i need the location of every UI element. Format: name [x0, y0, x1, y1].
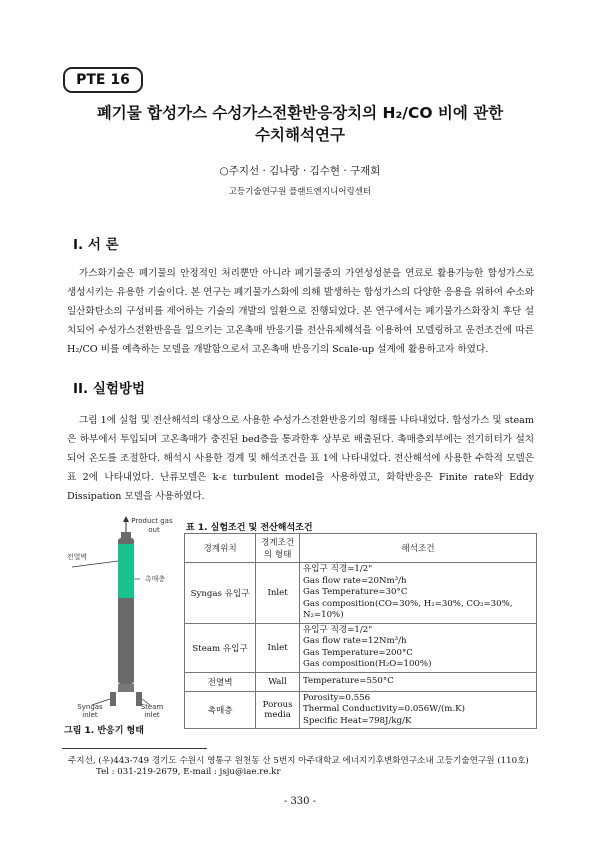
row-conditions — [299, 563, 536, 624]
table-row — [185, 672, 537, 691]
header-type: 경계조건의 형태 — [256, 534, 300, 563]
catalyst-bed — [118, 544, 134, 598]
footnote-divider — [62, 748, 207, 749]
row-conditions — [299, 672, 536, 691]
conditions-table — [184, 533, 537, 729]
reactor-diagram — [62, 516, 182, 726]
row-location: 촉매층 — [185, 691, 256, 729]
syngas-inlet-label: inlet — [82, 711, 98, 719]
row-type: Wall — [256, 672, 300, 691]
row-location: Syngas 유입구 — [185, 563, 256, 624]
condition-line: Gas composition(CO=30%, H₂=30%, CO₂=30%, N₂=10%) — [302, 598, 513, 620]
row-type: Inlet — [256, 563, 300, 624]
intro-text: 가스화기술은 폐기물의 안정적인 처리뿐만 아니라 폐기물중의 가연성성분을 연료로 활용가능한 합성가스로 생성시키는 유용한 기술이다. 본 연구는 폐기물가스화에 의해 발생하는 합성가스의 다양한 응용을 위하여 수소와 일산화탄소의 구성비를 제어하는 기술의 개발의 일환으로 진행되었다. 본 연구에서는 폐기물가스화장치 후단 설치되어 수성가스전환반응을 일으키는 고온촉매 반응기를 전산유체해석을 이용하여 모델링하고 운전조건에 따른 H₂/CO 비를 예측하는 모델을 개발함으로서 고온촉매 반응기의 Scale-up 설계에 활용하고자 하였다. — [67, 268, 534, 355]
syngas-label: Syngas — [77, 703, 103, 711]
method-paragraph — [67, 411, 534, 506]
paper-title-line1: 폐기물 합성가스 수성가스전환반응장치의 H₂/CO 비에 관한 — [96, 104, 504, 122]
affiliation: 고등기술연구원 플랜트엔지니어링센터 — [228, 187, 372, 197]
product-gas-out-label: out — [148, 526, 160, 534]
session-tag: PTE 16 — [63, 67, 143, 93]
author-list: ○주지선 · 김나랑 · 김수현 · 구재회 — [219, 165, 381, 177]
steam-label: Steam — [140, 703, 164, 711]
condition-line: Gas Temperature=200°C — [302, 647, 413, 658]
row-type: Porous media — [256, 691, 300, 729]
table-row — [185, 691, 537, 729]
figure-caption: 그림 1. 반응기 형태 — [64, 726, 144, 736]
condition-line: Gas flow rate=12Nm³/h — [302, 636, 407, 646]
row-conditions — [299, 623, 536, 672]
catalyst-label: 촉매층 — [144, 575, 166, 583]
paper-title-line2: 수치해석연구 — [255, 126, 345, 144]
row-type: Inlet — [256, 623, 300, 672]
condition-line: Porosity=0.556 — [302, 692, 371, 703]
method-text: 그림 1에 실험 및 전산해석의 대상으로 사용한 수성가스전환반응기의 형태를 나타내었다. 합성가스 및 steam은 하부에서 투입되며 고온촉매가 충진된 bed층을 통과한후 상부로 배출된다. 촉매층외부에는 전기히터가 설치되어 온도를 조절한다. 해석시 사용한 경계 및 해석조건을 표 1에 나타내었다. 전산해석에 사용한 수학적 모델은 표 2에 나타내었다. 난류모델은 k-ε turbulent model을 사용하였고, 화학반응은 Finite rate와 Eddy Dissipation 모델을 사용하였다. — [67, 415, 534, 502]
intro-heading: I. 서 론 — [73, 237, 119, 253]
steam-inlet-label: inlet — [144, 711, 160, 719]
row-conditions — [299, 691, 536, 729]
condition-line: 유입구 직경=1/2" — [302, 624, 373, 635]
table-caption: 표 1. 실험조건 및 전산해석조건 — [186, 523, 313, 533]
table-header-row — [185, 534, 537, 563]
header-conditions: 해석조건 — [299, 534, 536, 563]
row-location: Steam 유입구 — [185, 623, 256, 672]
table-row — [185, 563, 537, 624]
table-row — [185, 623, 537, 672]
condition-line: Gas composition(H₂O=100%) — [302, 659, 432, 669]
footnote-contact: Tel : 031-219-2679, E-mail : jsju@iae.re.kr — [96, 767, 281, 777]
row-location: 전열벽 — [185, 672, 256, 691]
header-location: 경계위치 — [185, 534, 256, 563]
condition-line: Thermal Conductivity=0.056W/(m.K) — [302, 704, 465, 714]
page-number: - 330 - — [283, 796, 317, 807]
condition-line: Specific Heat=798J/kg/K — [302, 715, 412, 726]
condition-line: 유입구 직경=1/2" — [302, 564, 373, 574]
wall-label: 전열벽 — [66, 553, 88, 561]
footnote-address: 주지선, (우)443-749 경기도 수원시 영통구 원천동 산 5번지 아주대학교 에너지기후변화연구소내 고등기술연구원 (110호) — [68, 756, 529, 766]
product-gas-label: Product gas — [131, 517, 173, 525]
intro-paragraph — [67, 264, 534, 359]
condition-line: Gas flow rate=20Nm³/h — [302, 575, 407, 586]
method-heading: II. 실험방법 — [73, 381, 146, 397]
condition-line: Gas Temperature=30°C — [302, 587, 408, 597]
reactor-figure — [62, 516, 182, 736]
condition-line: Temperature=550°C — [302, 675, 394, 686]
